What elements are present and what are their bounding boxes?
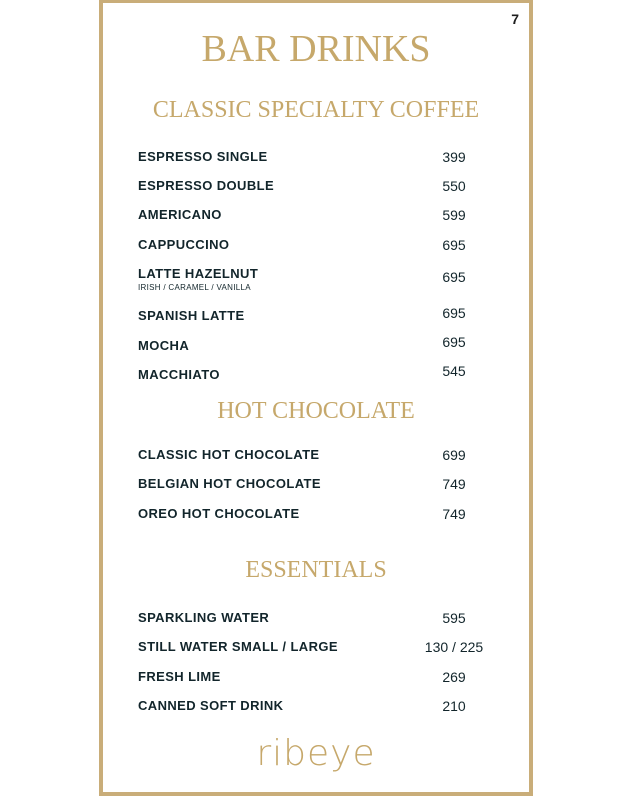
item-name: ESPRESSO SINGLE [138,149,268,164]
menu-item [138,266,494,294]
menu-item [138,506,494,526]
menu-item [138,305,494,328]
section-title-hot-chocolate: HOT CHOCOLATE [217,398,415,424]
item-name: MOCHA [138,338,190,353]
item-name: AMERICANO [138,207,222,222]
brand-logo: ribeye [256,733,376,774]
item-name: CANNED SOFT DRINK [138,698,284,713]
item-name: ESPRESSO DOUBLE [138,178,275,193]
item-name: SPARKLING WATER [138,610,270,625]
menu-page [99,0,533,796]
item-price: 599 [442,207,466,223]
item-price: 269 [442,669,466,685]
section-title-essentials: ESSENTIALS [245,557,387,583]
item-note: IRISH / CARAMEL / VANILLA [138,283,251,292]
menu-item [138,149,494,169]
item-price: 695 [442,237,466,253]
item-price: 749 [442,476,466,492]
menu-item [138,698,494,718]
menu-item [138,669,494,689]
page-number: 7 [511,11,519,27]
menu-item [138,639,494,659]
item-name: BELGIAN HOT CHOCOLATE [138,476,321,491]
item-price: 210 [442,698,466,714]
menu-title: BAR DRINKS [201,28,431,70]
item-name: FRESH LIME [138,669,221,684]
item-price: 695 [442,305,466,321]
item-name: CAPPUCCINO [138,237,230,252]
item-name: LATTE HAZELNUT [138,266,259,281]
menu-item [138,178,494,198]
item-price: 749 [442,506,466,522]
menu-item [138,237,494,257]
item-name: CLASSIC HOT CHOCOLATE [138,447,320,462]
item-price: 595 [442,610,466,626]
item-name: SPANISH LATTE [138,308,245,323]
item-price: 399 [442,149,466,165]
item-price: 545 [442,363,466,379]
menu-item [138,610,494,630]
menu-item [138,334,494,358]
item-price: 699 [442,447,466,463]
menu-item [138,447,494,467]
item-name: STILL WATER SMALL / LARGE [138,639,338,654]
menu-item [138,363,494,387]
item-price: 130 / 225 [424,639,484,655]
item-price: 695 [442,334,466,350]
menu-item [138,207,494,227]
section-title-coffee: CLASSIC SPECIALTY COFFEE [152,97,480,123]
menu-item [138,476,494,496]
item-name: OREO HOT CHOCOLATE [138,506,300,521]
item-price: 695 [442,269,466,285]
item-price: 550 [442,178,466,194]
item-name: MACCHIATO [138,367,220,382]
